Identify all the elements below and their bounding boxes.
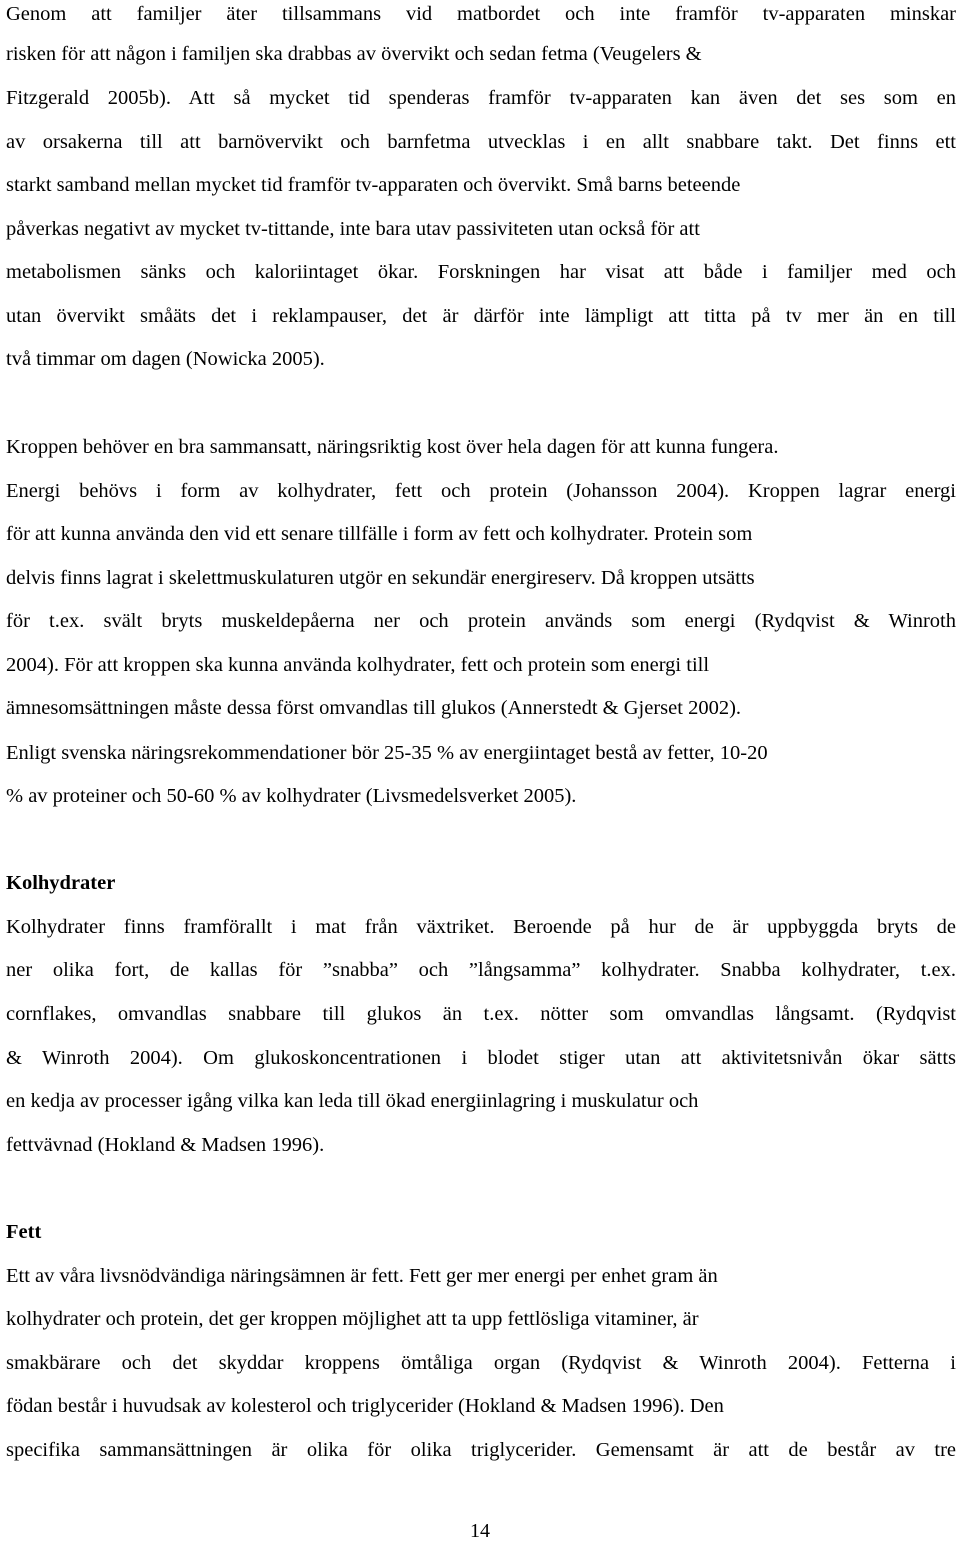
section-heading: Kolhydrater [6,872,116,894]
text-line: ner olika fort, de kallas för ”snabba” och ”långsamma” kolhydrater. Snabba kolhydrater, t.ex. [6,959,956,981]
text-line: kolhydrater och protein, det ger kroppen möjlighet att ta upp fettlösliga vitaminer, är [6,1308,699,1330]
text-line: Energi behövs i form av kolhydrater, fett och protein (Johansson 2004). Kroppen lagrar energi [6,480,956,502]
text-line: påverkas negativt av mycket tv-tittande, inte bara utav passiviteten utan också för att [6,218,700,240]
page-number: 14 [470,1520,490,1542]
section-heading: Fett [6,1221,42,1243]
text-line: för att kunna använda den vid ett senare tillfälle i form av fett och kolhydrater. Protein som [6,523,753,545]
text-line: Enligt svenska näringsrekommendationer bör 25-35 % av energiintaget bestå av fetter, 10-20 [6,742,768,764]
text-line: cornflakes, omvandlas snabbare till glukos än t.ex. nötter som omvandlas långsamt. (Rydqvist [6,1003,956,1025]
text-line: fettvävnad (Hokland & Madsen 1996). [6,1134,325,1156]
text-line: 2004). För att kroppen ska kunna använda kolhydrater, fett och protein som energi till [6,654,710,676]
text-line: en kedja av processer igång vilka kan leda till ökad energiinlagring i muskulatur och [6,1090,699,1112]
text-line: Fitzgerald 2005b). Att så mycket tid spenderas framför tv-apparaten kan även det ses som en [6,87,956,109]
text-line: födan består i huvudsak av kolesterol och triglycerider (Hokland & Madsen 1996). Den [6,1395,724,1417]
text-line: av orsakerna till att barnövervikt och barnfetma utvecklas i en allt snabbare takt. Det finns ett [6,131,956,153]
text-line: starkt samband mellan mycket tid framför tv-apparaten och övervikt. Små barns beteende [6,174,741,196]
text-line: Ett av våra livsnödvändiga näringsämnen är fett. Fett ger mer energi per enhet gram än [6,1265,718,1287]
text-line: metabolismen sänks och kaloriintaget ökar. Forskningen har visat att både i familjer med och [6,261,956,283]
text-line: risken för att någon i familjen ska drabbas av övervikt och sedan fetma (Veugelers & [6,43,702,65]
text-line: för t.ex. svält bryts muskeldepåerna ner och protein används som energi (Rydqvist & Winroth [6,610,956,632]
text-line: % av proteiner och 50-60 % av kolhydrater (Livsmedelsverket 2005). [6,785,577,807]
text-line: Kroppen behöver en bra sammansatt, näringsriktig kost över hela dagen för att kunna fungera. [6,436,779,458]
text-line: smakbärare och det skyddar kroppens ömtåliga organ (Rydqvist & Winroth 2004). Fetterna i [6,1352,956,1374]
text-line: ämnesomsättningen måste dessa först omvandlas till glukos (Annerstedt & Gjerset 2002). [6,697,742,719]
text-line: två timmar om dagen (Nowicka 2005). [6,348,325,370]
text-line: specifika sammansättningen är olika för olika triglycerider. Gemensamt är att de består av tre [6,1439,956,1461]
text-line: Genom att familjer äter tillsammans vid matbordet och inte framför tv-apparaten minskar [6,3,956,25]
text-line: delvis finns lagrat i skelettmuskulaturen utgör en sekundär energireserv. Då kroppen utsätts [6,567,755,589]
text-line: utan övervikt småäts det i reklampauser, det är därför inte lämpligt att titta på tv mer än en till [6,305,956,327]
text-line: Kolhydrater finns framförallt i mat från växtriket. Beroende på hur de är uppbyggda bryts de [6,916,956,938]
text-line: & Winroth 2004). Om glukoskoncentrationen i blodet stiger utan att aktivitetsnivån ökar sätts [6,1047,956,1069]
